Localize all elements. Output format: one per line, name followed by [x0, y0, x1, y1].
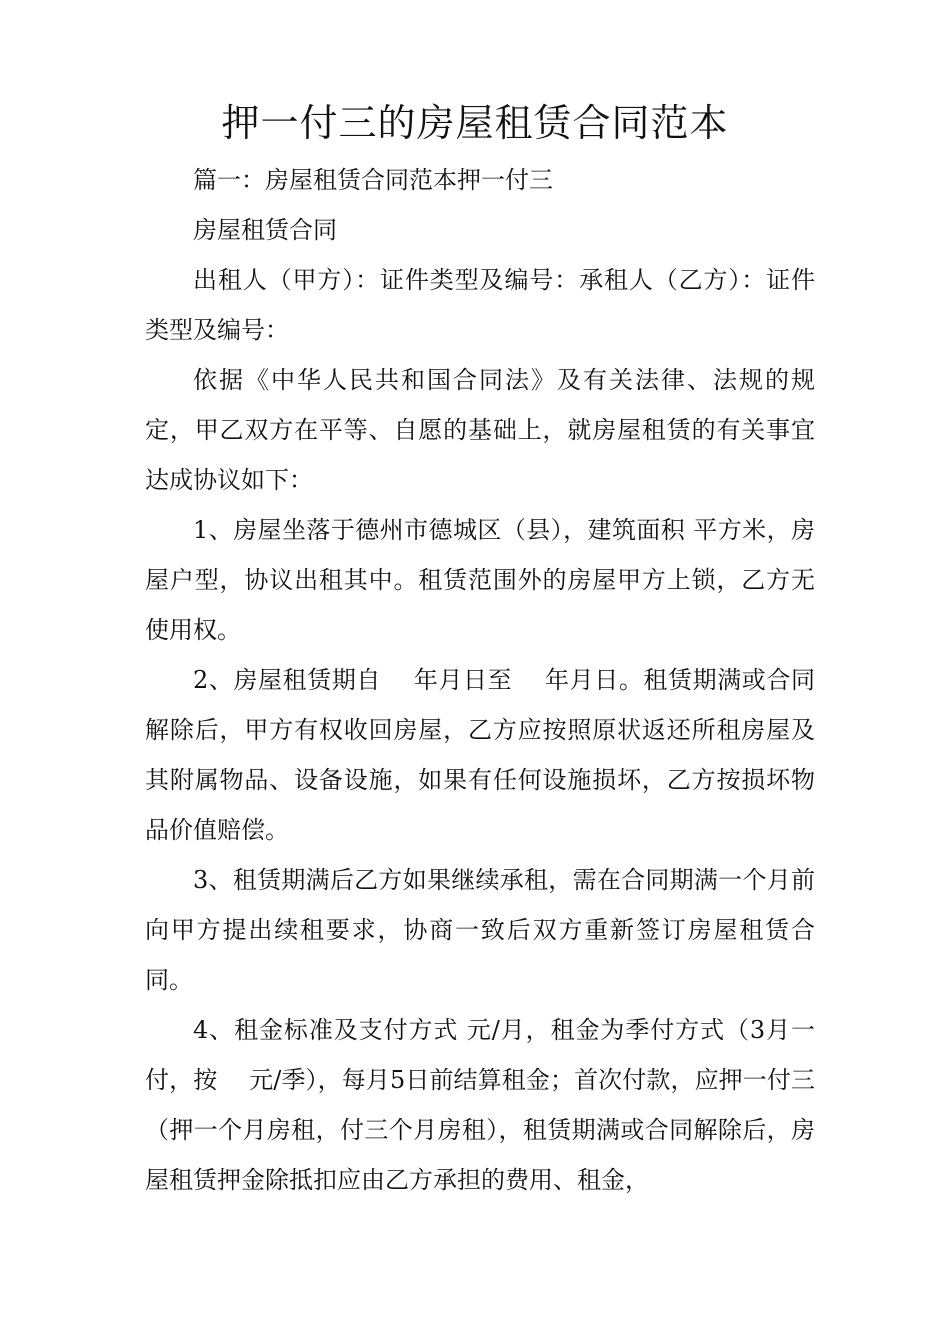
parties-paragraph: 出租人（甲方）：证件类型及编号：承租人（乙方）：证件类型及编号： — [145, 266, 815, 344]
clause-4-paragraph: 4、租金标准及支付方式 元/月，租金为季付方式（3月一付，按 元/季），每月5日前结算租金；首次付款，应押一付三（押一个月房租，付三个月房租），租赁期满或合同解除后，房屋租赁押金除抵扣应由乙方承担的费用、租金， — [145, 1016, 815, 1194]
clause-1-paragraph: 1、房屋坐落于德州市德城区（县），建筑面积 平方米，房屋户型，协议出租其中。租赁范围外的房屋甲方上锁，乙方无使用权。 — [145, 516, 815, 644]
basis-paragraph: 依据《中华人民共和国合同法》及有关法律、法规的规定，甲乙双方在平等、自愿的基础上，就房屋租赁的有关事宜达成协议如下： — [145, 366, 815, 494]
section-heading: 篇一：房屋租赁合同范本押一付三 — [193, 166, 553, 194]
document-body — [145, 155, 815, 1205]
document-title: 押一付三的房屋租赁合同范本 — [221, 101, 729, 145]
clause-3-paragraph: 3、租赁期满后乙方如果继续承租，需在合同期满一个月前向甲方提出续租要求，协商一致后双方重新签订房屋租赁合同。 — [145, 866, 815, 994]
clause-2-paragraph: 2、房屋租赁期自 年月日至 年月日。租赁期满或合同解除后，甲方有权收回房屋，乙方应按照原状返还所租房屋及其附属物品、设备设施，如果有任何设施损坏，乙方按损坏物品价值赔偿。 — [145, 666, 815, 844]
contract-heading: 房屋租赁合同 — [193, 216, 337, 244]
